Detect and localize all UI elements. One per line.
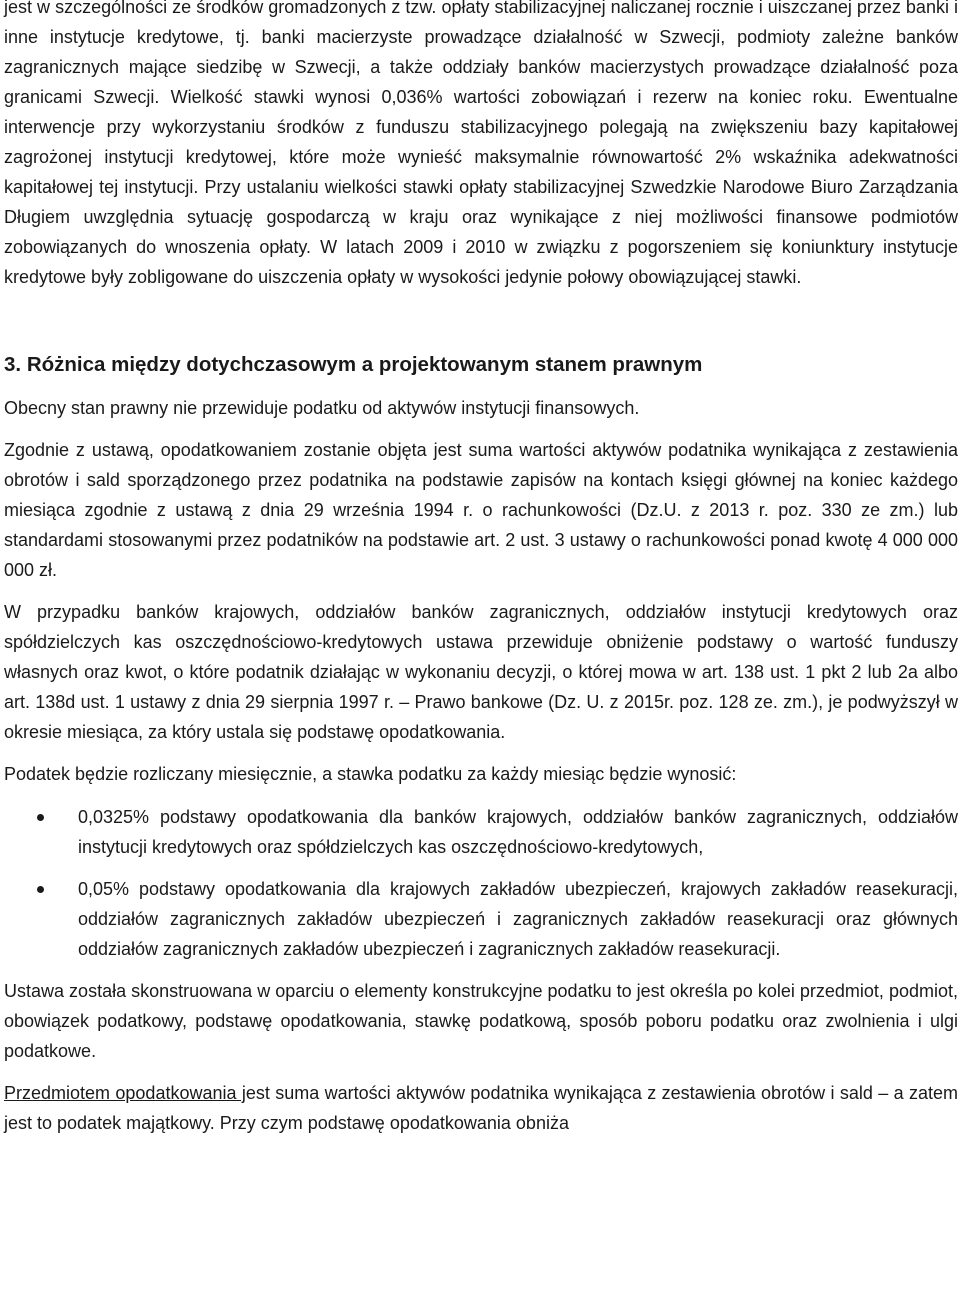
document-page xyxy=(4,0,958,1138)
list-item-text: 0,05% podstawy opodatkowania dla krajowych zakładów ubezpieczeń, krajowych zakładów reasekuracji, oddziałów zagranicznych zakładów ubezpieczeń i zagranicznych zakładów reasekuracji oraz głównych oddziałów zagranicznych zakładów ubezpieczeń i zagranicznych zakładów reasekuracji. xyxy=(78,879,958,959)
tax-rate-list xyxy=(4,802,958,964)
paragraph-tax-construction: Ustawa została skonstruowana w oparciu o elementy konstrukcyjne podatku to jest określa po kolei przedmiot, podmiot, obowiązek podatkowy, podstawę opodatkowania, stawkę podatkową, sposób poboru podatku oraz zwolnienia i ulgi podatkowe. xyxy=(4,981,958,1061)
bullet-icon xyxy=(37,814,44,821)
section-heading xyxy=(4,350,958,380)
underlined-term: Przedmiotem opodatkowania j xyxy=(4,1083,246,1103)
paragraph-base-reduction: W przypadku banków krajowych, oddziałów banków zagranicznych, oddziałów instytucji kredytowych oraz spółdzielczych kas oszczędnościowo-kredytowych ustawa przewiduje obniżenie podstawy o wartość funduszy własnych oraz kwot, o które podatnik działając w wykonaniu decyzji, o której mowa w art. 138 ust. 1 pkt 2 lub 2a albo art. 138d ust. 1 ustawy z dnia 29 sierpnia 1997 r. – Prawo bankowe (Dz. U. z 2015r. poz. 128 ze. zm.), je podwyższył w okresie miesiąca, za który ustala się podstawę opodatkowania. xyxy=(4,602,958,742)
list-item xyxy=(4,802,958,862)
paragraph-tax-subject-text: est suma wartości aktywów podatnika wynikająca z zestawienia obrotów i sald – a zatem jest to podatek majątkowy. Przy czym podstawę opodatkowania obniża xyxy=(4,1083,958,1133)
paragraph-current-law: Obecny stan prawny nie przewiduje podatku od aktywów instytucji finansowych. xyxy=(4,398,640,418)
paragraph-tax-subject xyxy=(4,1078,958,1138)
paragraph-tax-base: Zgodnie z ustawą, opodatkowaniem zostanie objęta jest suma wartości aktywów podatnika wynikająca z zestawienia obrotów i sald sporządzonego przez podatnika na podstawie zapisów na kontach księgi głównej na koniec każdego miesiąca zgodnie z ustawą z dnia 29 września 1994 r. o rachunkowości (Dz.U. z 2013 r. poz. 330 ze zm.) lub standardami stosowanymi przez podatników na podstawie art. 2 ust. 3 ustawy o rachunkowości ponad kwotę 4 000 000 000 zł. xyxy=(4,440,958,580)
section-title: Różnica między dotychczasowym a projektowanym stanem prawnym xyxy=(26,353,703,376)
section-number: 3. xyxy=(4,353,22,376)
paragraph-stabilization-fee: jest w szczególności ze środków gromadzonych z tzw. opłaty stabilizacyjnej naliczanej rocznie i uiszczanej przez banki i inne instytucje kredytowe, tj. banki macierzyste prowadzące działalność w Szwecji, podmioty zależne banków zagranicznych mające siedzibę w Szwecji, a także oddziały banków macierzystych prowadzące działalność poza granicami Szwecji. Wielkość stawki wynosi 0,036% wartości zobowiązań i rezerw na koniec roku. Ewentualne interwencje przy wykorzystaniu środków z funduszu stabilizacyjnego polegają na zwiększeniu bazy kapitałowej zagrożonej instytucji kredytowej, które może wynieść maksymalnie równowartość 2% wskaźnika adekwatności kapitałowej tej instytucji. Przy ustalaniu wielkości stawki opłaty stabilizacyjnej Szwedzkie Narodowe Biuro Zarządzania Długiem uwzględnia sytuację gospodarczą w kraju oraz wynikające z niej możliwości finansowe podmiotów zobowiązanych do wnoszenia opłaty. W latach 2009 i 2010 w związku z pogorszeniem się koniunktury instytucje kredytowe były zobligowane do uiszczenia opłaty w wysokości jedynie połowy obowiązującej stawki. xyxy=(4,0,958,287)
list-item xyxy=(4,874,958,964)
paragraph-tax-rate-intro: Podatek będzie rozliczany miesięcznie, a stawka podatku za każdy miesiąc będzie wynosić: xyxy=(4,764,737,784)
bullet-icon xyxy=(37,886,44,893)
list-item-text: 0,0325% podstawy opodatkowania dla banków krajowych, oddziałów banków zagranicznych, oddziałów instytucji kredytowych oraz spółdzielczych kas oszczędnościowo-kredytowych, xyxy=(78,807,958,857)
